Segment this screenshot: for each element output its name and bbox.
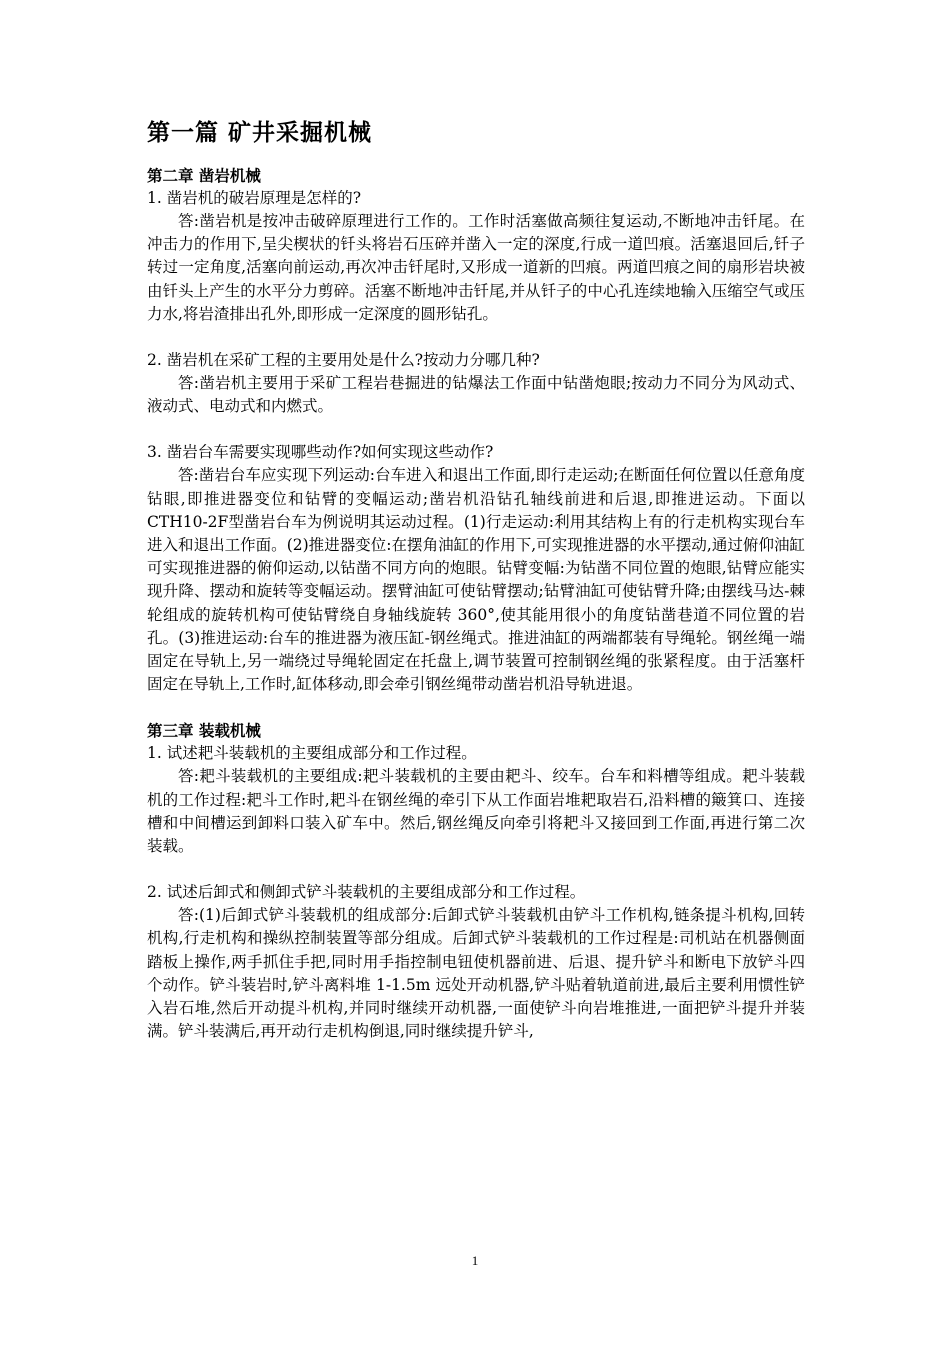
- chapter-title-2: 第二章 凿岩机械: [147, 166, 261, 185]
- qa-item: [147, 187, 805, 326]
- spacer: [147, 696, 805, 719]
- document-page: [147, 118, 805, 1043]
- answer-text: 答:耙斗装载机的主要组成:耙斗装载机的主要由耙斗、绞车。台车和料槽等组成。耙斗装载机的工作过程:耙斗工作时,耙斗在钢丝绳的牵引下从工作面岩堆耙取岩石,沿料槽的簸箕口、连接槽和中间槽运到卸料口装入矿车中。然后,钢丝绳反向牵引将耙斗又接回到工作面,再进行第二次装载。: [147, 767, 805, 856]
- qa-item: [147, 742, 805, 858]
- answer-text: 答:(1)后卸式铲斗装载机的组成部分:后卸式铲斗装载机由铲斗工作机构,链条提斗机构,回转机构,行走机构和操纵控制装置等部分组成。后卸式铲斗装载机的工作过程是:司机站在机器侧面踏板上操作,两手抓住手把,同时用手指控制电钮使机器前进、后退、提升铲斗和断电下放铲斗四个动作。铲斗装岩时,铲斗离料堆 1-1.5m 远处开动机器,铲斗贴着轨道前进,最后主要利用惯性铲入岩石堆,然后开动提斗机构,并同时继续开动机器,一面使铲斗向岩堆推进,一面把铲斗提升并装满。铲斗装满后,再开动行走机构倒退,同时继续提升铲斗,: [147, 906, 805, 1041]
- chapter-title-3: 第三章 装载机械: [147, 721, 261, 741]
- question-text: 1. 凿岩机的破岩原理是怎样的?: [147, 189, 362, 207]
- answer-text: 答:凿岩机是按冲击破碎原理进行工作的。工作时活塞做高频往复运动,不断地冲击钎尾。在冲击力的作用下,呈尖楔状的钎头将岩石压碎并凿入一定的深度,行成一道凹痕。活塞退回后,钎子转过一定角度,活塞向前运动,再次冲击钎尾时,又形成一道新的凹痕。两道凹痕之间的扇形岩块被由钎头上产生的水平分力剪碎。活塞不断地冲击钎尾,并从钎子的中心孔连续地输入压缩空气或压力水,将岩渣排出孔外,即形成一定深度的圆形钻孔。: [147, 212, 805, 323]
- question-text: 2. 试述后卸式和侧卸式铲斗装载机的主要组成部分和工作过程。: [147, 883, 586, 902]
- qa-item: [147, 441, 805, 696]
- spacer: [147, 418, 805, 441]
- question-text: 1. 试述耙斗装载机的主要组成部分和工作过程。: [147, 744, 477, 763]
- page-number: 1: [471, 1253, 479, 1268]
- part-title: 第一篇 矿井采掘机械: [147, 119, 373, 146]
- qa-item: [147, 349, 805, 418]
- question-text: 2. 凿岩机在采矿工程的主要用处是什么?按动力分哪几种?: [147, 351, 540, 370]
- qa-item: [147, 881, 805, 1043]
- answer-text: 答:凿岩机主要用于采矿工程岩巷掘进的钻爆法工作面中钻凿炮眼;按动力不同分为风动式、液动式、电动式和内燃式。: [147, 374, 805, 416]
- spacer: [147, 326, 805, 349]
- spacer: [147, 858, 805, 881]
- answer-text: 答:凿岩台车应实现下列运动:台车进入和退出工作面,即行走运动;在断面任何位置以任意角度钻眼,即推进器变位和钻臂的变幅运动;凿岩机沿钻孔轴线前进和后退,即推进运动。下面以CTH10-2F型凿岩台车为例说明其运动过程。(1)行走运动:利用其结构上有的行走机构实现台车进入和退出工作面。(2)推进器变位:在摆角油缸的作用下,可实现推进器的水平摆动,通过俯仰油缸可实现推进器的俯仰运动,以钻凿不同方向的炮眼。钻臂变幅:为钻凿不同位置的炮眼,钻臂应能实现升降、摆动和旋转等变幅运动。摆臂油缸可使钻臂摆动;钻臂油缸可使钻臂升降;由摆线马达-棘轮组成的旋转机构可使钻臂绕自身轴线旋转 360°,使其能用很小的角度钻凿巷道不同位置的岩孔。(3)推进运动:台车的推进器为液压缸-钢丝绳式。推进油缸的两端都装有导绳轮。钢丝绳一端固定在导轨上,另一端绕过导绳轮固定在托盘上,调节装置可控制钢丝绳的张紧程度。由于活塞杆固定在导轨上,工作时,缸体移动,即会牵引钢丝绳带动凿岩机沿导轨进退。: [147, 466, 805, 694]
- question-text: 3. 凿岩台车需要实现哪些动作?如何实现这些动作?: [147, 443, 494, 462]
